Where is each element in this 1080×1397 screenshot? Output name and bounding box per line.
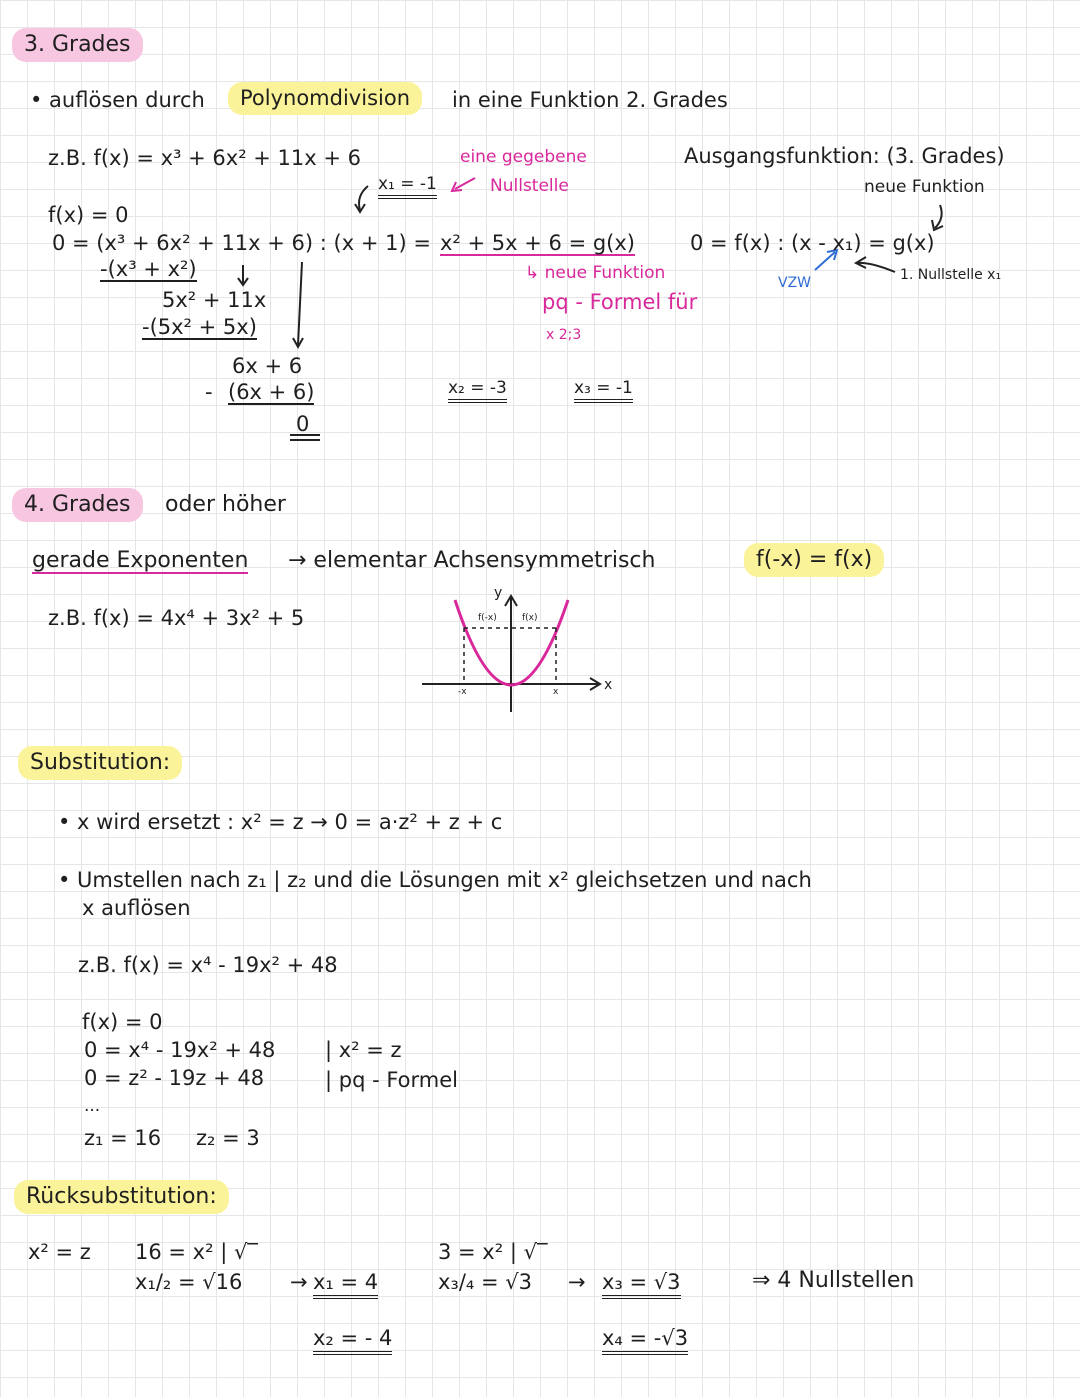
z2-value: z₂ = 3 [196,1126,260,1150]
general-equation: 0 = f(x) : (x - x₁) = g(x) [690,231,935,255]
ausgangsfunktion-label: Ausgangsfunktion: (3. Grades) [684,144,1005,168]
neue-fn-arrow [935,205,942,228]
heading-3-grades: 3. Grades [12,28,143,62]
sub-dots: ... [84,1096,101,1116]
down-arrow-2 [298,262,302,345]
neue-funktion-label: neue Funktion [864,177,985,197]
polynomdivision-highlight: Polynomdivision [228,82,422,115]
r3-arrow: → [290,1270,308,1294]
pq-note: pq - Formel für [542,290,698,314]
sub-eq2: 0 = z² - 19z + 48 [84,1066,265,1090]
intro-text: • auflösen durch [30,88,205,112]
gerade-exponenten: gerade Exponenten [32,548,249,573]
given-label: eine gegebene [460,147,587,167]
graph-negx-label: -x [458,687,467,697]
heading-substitution: Substitution: [18,746,182,780]
graph-fnx-label: f(-x) [478,613,497,623]
x1-given: x₁ = -1 [378,176,437,199]
graph-x-label: x [604,677,613,693]
heading-4-post: oder höher [165,492,286,517]
final-conclusion: ⇒ 4 Nullstellen [752,1268,915,1293]
bullet-substitution: • x wird ersetzt : x² = z → 0 = a·z² + z + c [58,810,503,834]
sub3: (6x + 6) [228,380,315,404]
x23-note: x 2;3 [546,327,582,343]
rem2: 6x + 6 [232,354,303,378]
given-label-2: Nullstelle [490,176,569,196]
new-function-note: ↳ neue Funktion [525,263,666,283]
sub-note2: | pq - Formel [325,1068,458,1092]
sub-eq1: 0 = x⁴ - 19x² + 48 [84,1038,276,1062]
x1-final: x₁ = 4 [313,1272,378,1299]
graph-fx-label: f(x) [522,613,538,623]
sub1: -(x³ + x²) [100,257,197,281]
first-zero-label: 1. Nullstelle x₁ [900,267,1002,283]
r2: x₁/₂ = √16 [135,1270,243,1294]
z1-value: z₁ = 16 [84,1126,162,1150]
r1: 16 = x² | √‾ [135,1240,258,1264]
r5: x₃/₄ = √3 [438,1270,533,1294]
graph-posx-label: x [553,687,559,697]
xz-label: x² = z [28,1240,91,1264]
fx-zero: f(x) = 0 [48,203,129,227]
sub3-minus: - [205,380,213,404]
bullet-rearrange: • Umstellen nach z₁ | z₂ und die Lösungen mit x² gleichsetzen und nach [58,868,812,892]
heading-4-grades: 4. Grades [12,488,143,522]
achsensymmetrisch-text: → elementar Achsensymmetrisch [288,548,656,573]
example-quartic: z.B. f(x) = 4x⁴ + 3x² + 5 [48,606,305,630]
r4: 3 = x² | √‾ [438,1240,548,1264]
vzw-label: VZW [778,275,812,291]
heading-ruecksubstitution: Rücksubstitution: [14,1180,229,1214]
example-cubic: z.B. f(x) = x³ + 6x² + 11x + 6 [48,146,362,170]
intro-text-post: in eine Funktion 2. Grades [452,88,728,112]
division-result: x² + 5x + 6 = g(x) [440,231,635,255]
symmetry-condition: f(-x) = f(x) [744,543,884,577]
sub-note1: | x² = z [325,1038,402,1062]
rem3: 0 [296,412,310,436]
x2-final: x₂ = - 4 [313,1328,392,1355]
x4-final: x₄ = -√3 [602,1328,688,1355]
x3-result: x₃ = -1 [574,380,633,403]
r6-arrow: → [568,1270,586,1294]
sub-fx0: f(x) = 0 [82,1010,163,1034]
division-left: 0 = (x³ + 6x² + 11x + 6) : (x + 1) = [52,231,431,255]
example-substitution: z.B. f(x) = x⁴ - 19x² + 48 [78,953,338,977]
x3-final: x₃ = √3 [602,1272,681,1299]
parabola-graph [422,596,600,712]
graph-y-label: y [494,585,503,601]
bullet-rearrange-2: x auflösen [82,896,191,920]
rem1: 5x² + 11x [162,288,267,312]
x2-result: x₂ = -3 [448,380,507,403]
sub2: -(5x² + 5x) [142,315,257,339]
pink-arrow [455,178,475,189]
